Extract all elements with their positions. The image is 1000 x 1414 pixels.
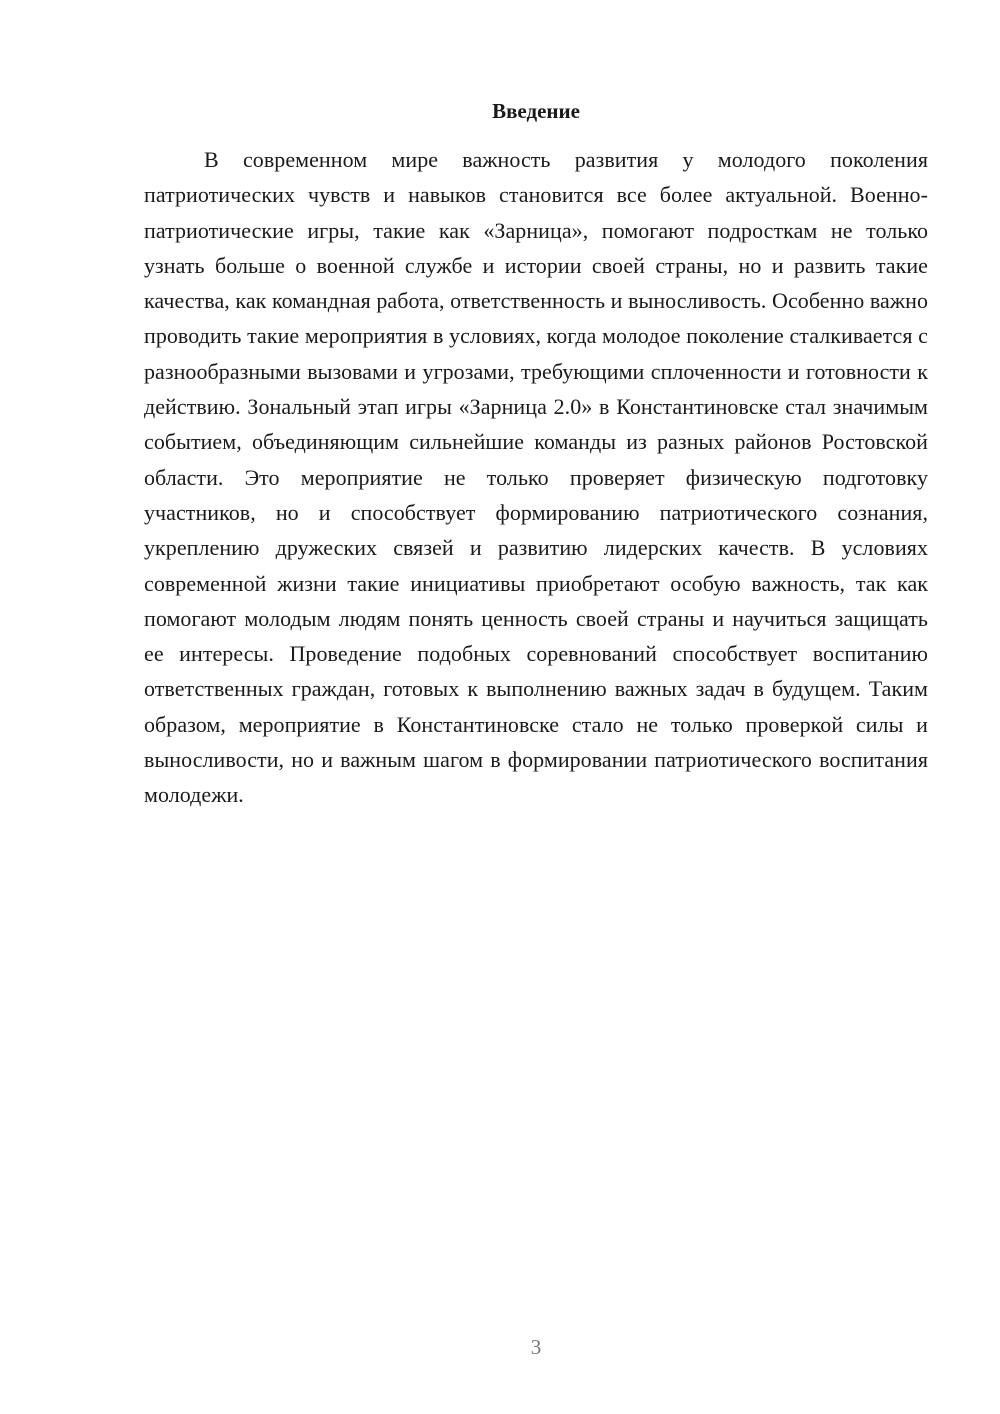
section-heading: Введение [492, 99, 580, 123]
body-paragraph: В современном мире важность развития у молодого поколения патриотических чувств и навыков становится все более актуальной. Военно-патриотические игры, такие как «Зарница», помогают подросткам не только узнать больше о военной службе и истории своей страны, но и развить такие качества, как командная работа, ответственность и выносливость. Особенно важно проводить такие мероприятия в условиях, когда молодое поколение сталкивается с разнообразными вызовами и угрозами, требующими сплоченности и готовности к действию. Зональный этап игры «Зарница 2.0» в Константиновске стал значимым событием, объединяющим сильнейшие команды из разных районов Ростовской области. Это мероприятие не только проверяет физическую подготовку участников, но и способствует формированию патриотического сознания, укреплению дружеских связей и развитию лидерских качеств. В условиях современной жизни такие инициативы приобретают особую важность, так как помогают молодым людям понять ценность своей страны и научиться защищать ее интересы. Проведение подобных соревнований способствует воспитанию ответственных граждан, готовых к выполнению важных задач в будущем. Таким образом, мероприятие в Константиновске стало не только проверкой силы и выносливости, но и важным шагом в формировании патриотического воспитания молодежи. [144, 147, 928, 808]
page-number: 3 [530, 1335, 542, 1359]
